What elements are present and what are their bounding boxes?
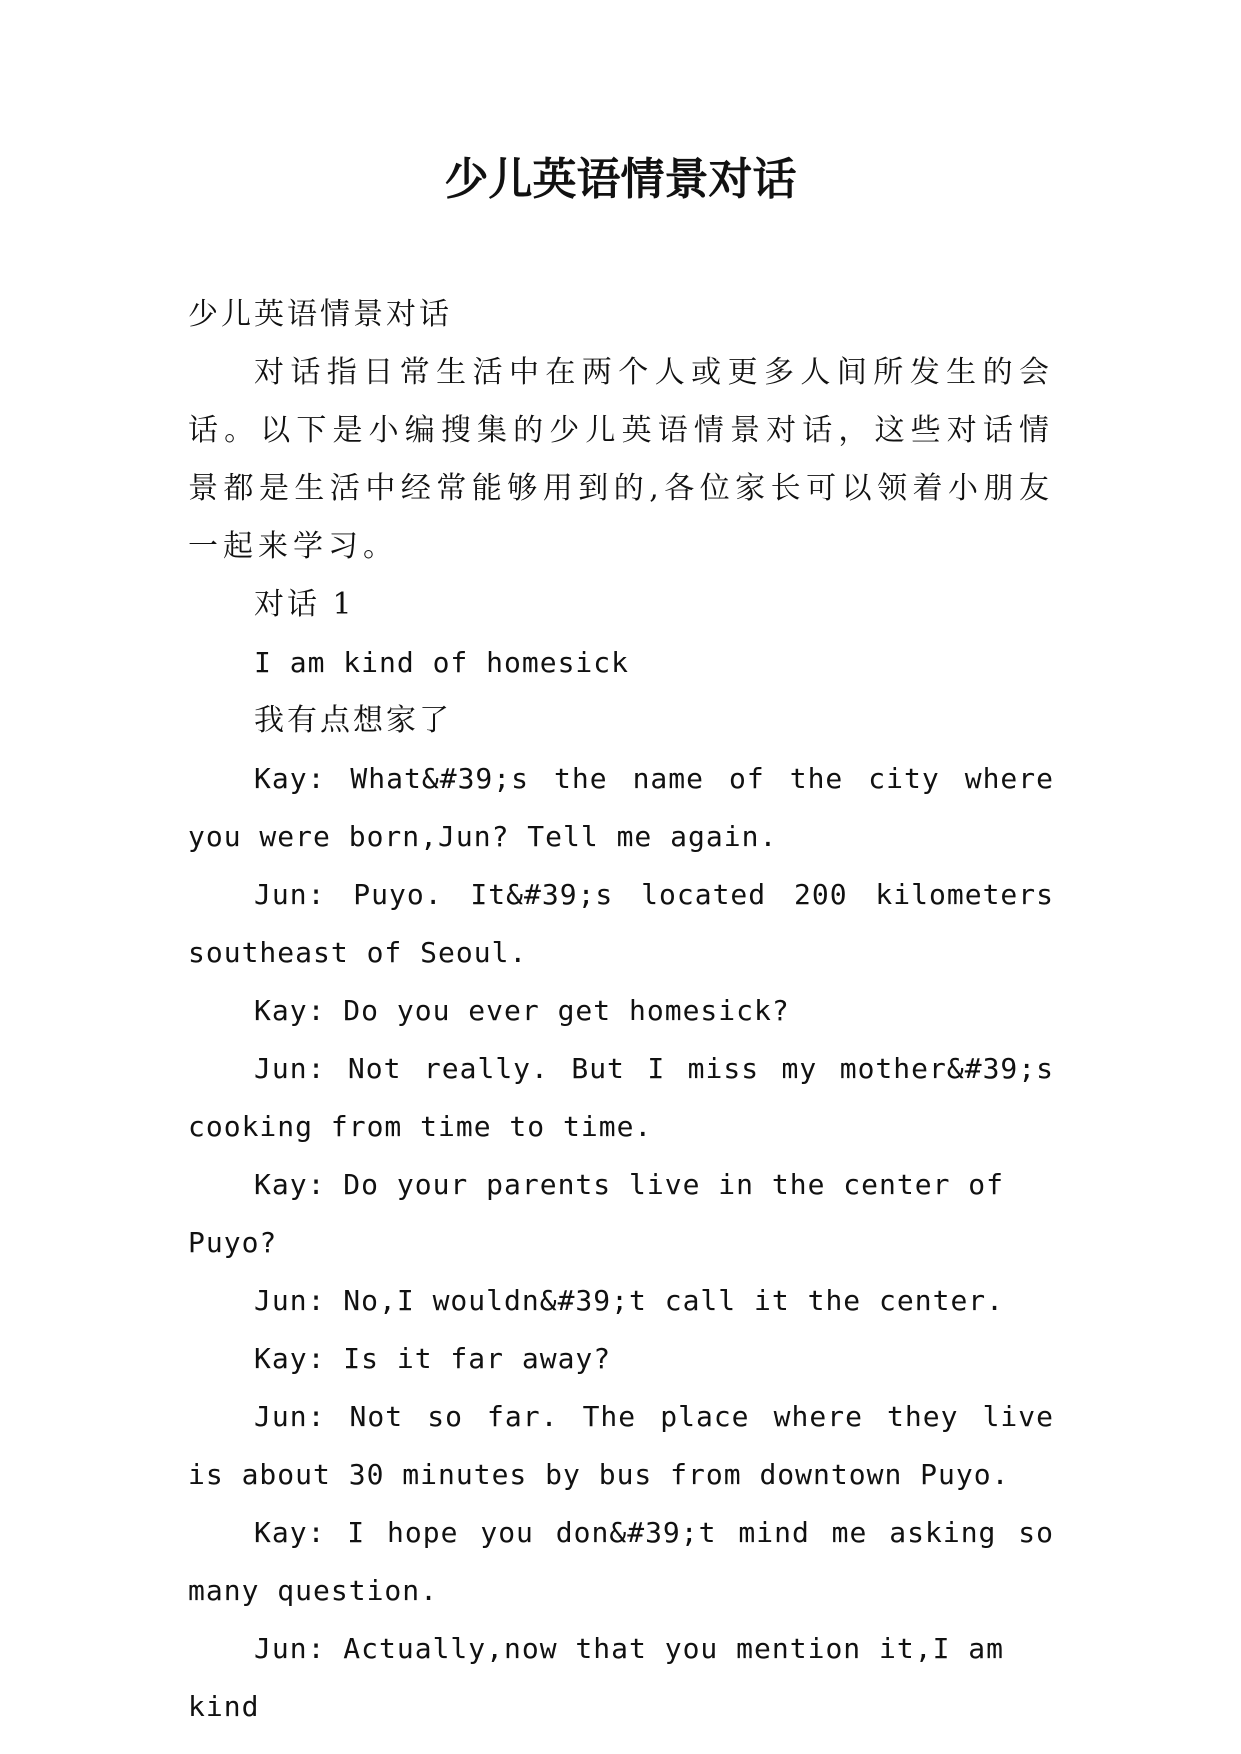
intro-paragraph: 对话指日常生活中在两个人或更多人间所发生的会话。以下是小编搜集的少儿英语情景对话，这些对话情景都是生活中经常能够用到的,各位家长可以领着小朋友一起来学习。	[188, 355, 1054, 564]
document-title: 少儿英语情景对话	[444, 154, 797, 205]
dialogue-line: Jun: Not really. But I miss my mother&#39;s cooking from time to time.	[188, 1052, 1054, 1143]
dialogue-line: Kay: What&#39;s the name of the city where you were born,Jun? Tell me again.	[188, 762, 1054, 853]
dialogue-line: Jun: Actually,now that you mention it,I am kind	[188, 1632, 1005, 1723]
dialogue-line: Kay: Is it far away?	[254, 1342, 612, 1375]
dialogue-line: Jun: No,I wouldn&#39;t call it the center.	[254, 1284, 1005, 1317]
dialogue-line: Jun: Puyo. It&#39;s located 200 kilometers southeast of Seoul.	[188, 878, 1054, 969]
dialogue-line: Kay: Do you ever get homesick?	[254, 994, 790, 1027]
dialogue-line: Kay: Do your parents live in the center of Puyo?	[188, 1168, 1005, 1259]
dialogue-number: 对话 1	[254, 587, 355, 622]
section-heading: 少儿英语情景对话	[188, 297, 452, 332]
dialogue-title-zh: 我有点想家了	[254, 703, 452, 738]
dialogue-line: Jun: Not so far. The place where they live is about 30 minutes by bus from downtown Puyo.	[188, 1400, 1054, 1491]
document-body	[188, 286, 1054, 1736]
dialogue-title-en: I am kind of homesick	[254, 646, 630, 679]
dialogue-line: Kay: I hope you don&#39;t mind me asking so many question.	[188, 1516, 1054, 1607]
